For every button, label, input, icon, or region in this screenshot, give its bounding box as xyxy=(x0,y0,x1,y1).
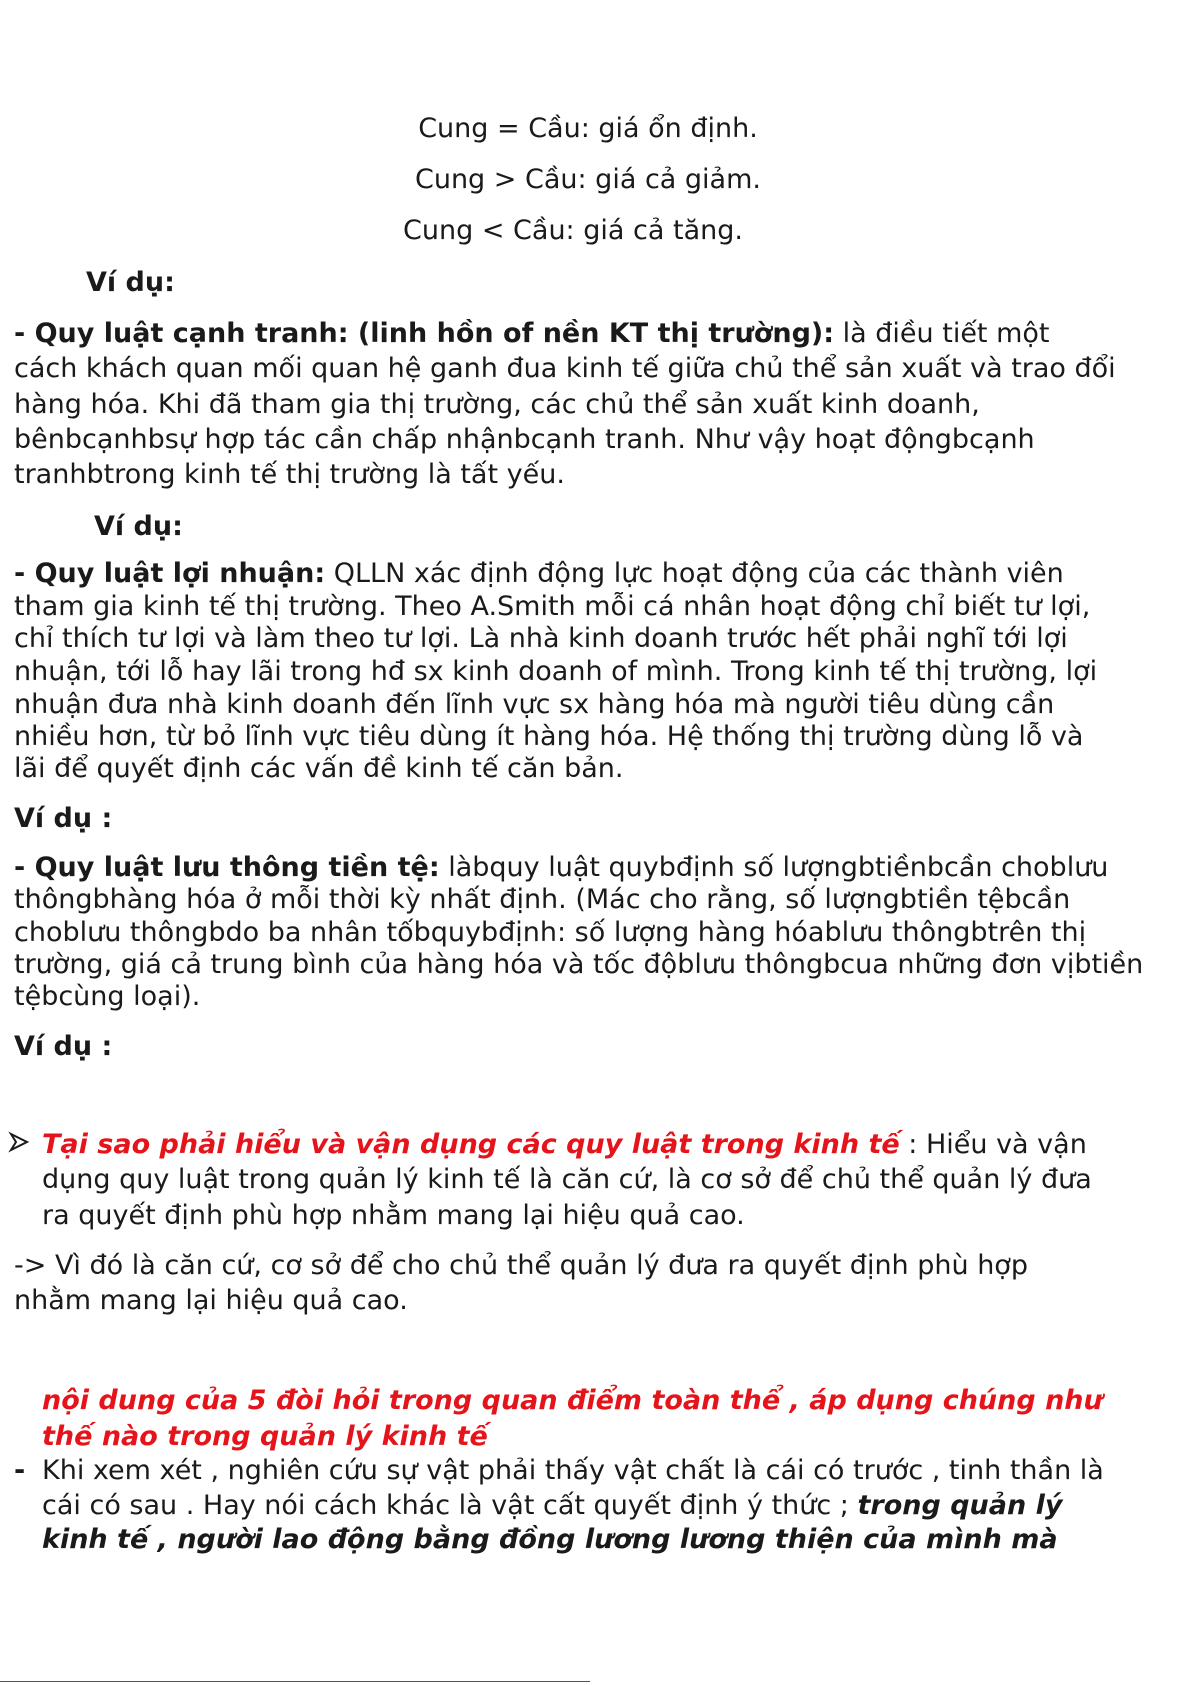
requirement-text: cái có sau . Hay nói cách khác là vật cất quyết định ý thức ; xyxy=(42,1490,858,1521)
competition-line-1 xyxy=(14,317,1050,351)
competition-text: là điều tiết một xyxy=(834,318,1050,349)
requirement-emphasis: trong quản lý xyxy=(857,1490,1063,1521)
supply-less-demand: Cung < Cầu: giá cả tăng. xyxy=(403,215,743,246)
requirement-emphasis-line: kinh tế , người lao động bằng đồng lương lương thiện của mình mà xyxy=(42,1524,1058,1555)
example-label: Ví dụ: xyxy=(94,511,183,542)
why-line: dụng quy luật trong quản lý kinh tế là căn cứ, là cơ sở để chủ thể quản lý đưa xyxy=(42,1164,1092,1195)
money-text: làbquy luật quybđịnh số lượngbtiềnbcần choblưu xyxy=(439,852,1109,883)
why-heading: Tại sao phải hiểu và vận dụng các quy luật trong kinh tế xyxy=(42,1129,900,1160)
profit-line: nhuận đưa nhà kinh doanh đến lĩnh vực sx hàng hóa mà người tiêu dùng cần xyxy=(14,689,1055,720)
profit-line: lãi để quyết định các vấn đề kinh tế căn bản. xyxy=(14,753,624,784)
requirement-line: Khi xem xét , nghiên cứu sự vật phải thấy vật chất là cái có trước , tinh thần là xyxy=(42,1455,1104,1486)
why-line-1 xyxy=(42,1128,1087,1162)
conclusion-line: nhằm mang lại hiệu quả cao. xyxy=(14,1285,408,1316)
why-text: : Hiểu và vận xyxy=(899,1129,1087,1160)
money-line: thôngbhàng hóa ở mỗi thời kỳ nhất định. (Mác cho rằng, số lượngbtiền tệbcần xyxy=(14,884,1071,915)
profit-line: tham gia kinh tế thị trường. Theo A.Smith mỗi cá nhân hoạt động chỉ biết tư lợi, xyxy=(14,591,1091,622)
list-dash: - xyxy=(14,1455,26,1486)
competition-line: cách khách quan mối quan hệ ganh đua kinh tế giữa chủ thể sản xuất và trao đổi xyxy=(14,353,1116,384)
profit-line-1 xyxy=(14,557,1064,591)
profit-line: chỉ thích tư lợi và làm theo tư lợi. Là nhà kinh doanh trước hết phải nghĩ tới lợi xyxy=(14,623,1068,654)
competition-line: hàng hóa. Khi đã tham gia thị trường, các chủ thể sản xuất kinh doanh, xyxy=(14,389,980,420)
money-line-1 xyxy=(14,851,1108,885)
why-line: ra quyết định phù hợp nhằm mang lại hiệu quả cao. xyxy=(42,1200,745,1231)
supply-equal-demand: Cung = Cầu: giá ổn định. xyxy=(418,113,758,144)
example-label: Ví dụ: xyxy=(86,267,175,298)
arrow-bullet-icon xyxy=(8,1131,30,1153)
example-label: Ví dụ : xyxy=(14,803,113,834)
competition-heading: - Quy luật cạnh tranh: (linh hồn of nền KT thị trường): xyxy=(14,318,835,349)
profit-heading: - Quy luật lợi nhuận: xyxy=(14,558,326,589)
supply-greater-demand: Cung > Cầu: giá cả giảm. xyxy=(414,164,761,195)
requirement-line xyxy=(42,1489,1062,1523)
profit-line: nhiều hơn, từ bỏ lĩnh vực tiêu dùng ít hàng hóa. Hệ thống thị trường dùng lỗ và xyxy=(14,721,1084,752)
money-heading: - Quy luật lưu thông tiền tệ: xyxy=(14,852,440,883)
profit-line: nhuận, tới lỗ hay lãi trong hđ sx kinh doanh of mình. Trong kinh tế thị trường, lợi xyxy=(14,656,1098,687)
money-line: trường, giá cả trung bình của hàng hóa và tốc độblưu thôngbcua những đơn vịbtiền xyxy=(14,949,1144,980)
example-label: Ví dụ : xyxy=(14,1031,113,1062)
profit-text: QLLN xác định động lực hoạt động của các thành viên xyxy=(325,558,1064,589)
money-line: tệbcùng loại). xyxy=(14,981,201,1012)
conclusion-line: -> Vì đó là căn cứ, cơ sở để cho chủ thể quản lý đưa ra quyết định phù hợp xyxy=(14,1250,1028,1281)
five-requirements-title: thế nào trong quản lý kinh tế xyxy=(42,1421,488,1452)
five-requirements-title: nội dung của 5 đòi hỏi trong quan điểm toàn thể , áp dụng chúng như xyxy=(42,1385,1103,1416)
footer-divider xyxy=(0,1681,590,1682)
competition-line: tranhbtrong kinh tế thị trường là tất yếu. xyxy=(14,459,565,490)
competition-line: bênbcạnhbsự hợp tác cần chấp nhậnbcạnh tranh. Như vậy hoạt độngbcạnh xyxy=(14,424,1035,455)
money-line: choblưu thôngbdo ba nhân tốbquybđịnh: số lượng hàng hóablưu thôngbtrên thị xyxy=(14,917,1087,948)
